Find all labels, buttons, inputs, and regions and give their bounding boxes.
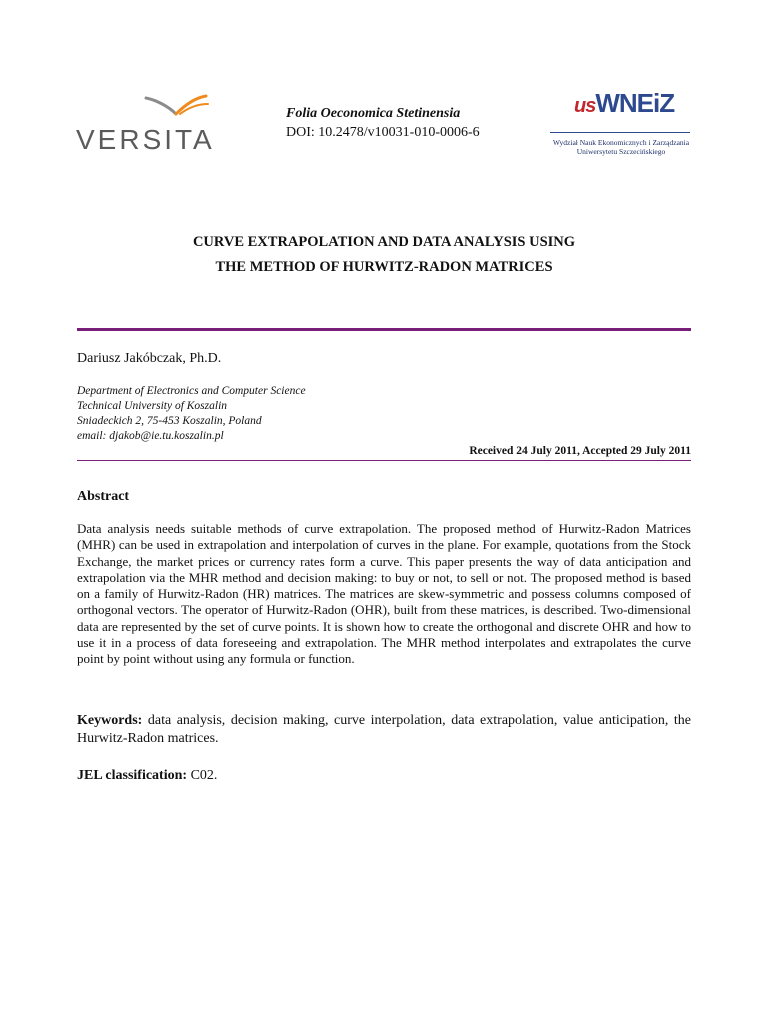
title-divider	[77, 328, 691, 331]
versita-wordmark: VERSITA	[76, 124, 215, 155]
received-dates: Received 24 July 2011, Accepted 29 July 2011	[469, 445, 691, 457]
doi: DOI: 10.2478/v10031-010-0006-6	[286, 125, 480, 140]
abstract-heading: Abstract	[77, 489, 130, 504]
title-line-2: THE METHOD OF HURWITZ-RADON MATRICES	[215, 259, 553, 275]
keywords-text: data analysis, decision making, curve interpolation, data extrapolation, value anticipation, the Hurwitz-Radon matrices.	[77, 713, 692, 746]
affiliation-university: Technical University of Koszalin	[77, 400, 228, 412]
versita-logo	[76, 92, 216, 156]
author-name: Dariusz Jakóbczak, Ph.D.	[77, 351, 222, 366]
abstract-body: Data analysis needs suitable methods of curve extrapolation. The proposed method of Hurwitz-Radon Matrices (MHR) can be used in extrapolation and interpolation of curves in the plane. For example, quotations from the Stock Exchange, the market prices or currency rates form a curve. This paper presents the way of data anticipation and extrapolation via the MHR method and decision making: to buy or not, to sell or not. The proposed method is based on a family of Hurwitz-Radon (HR) matrices. The matrices are skew-symmetric and possess columns composed of orthogonal vectors. The operator of Hurwitz-Radon (OHR), built from these matrices, is described. Two-dimensional data are represented by the set of curve points. It is shown how to create the orthogonal and discrete OHR and how to use it in a process of data foreseeing and extrapolation. The MHR method interpolates and extrapolates the curve point by point without using any formula or function.	[77, 521, 691, 667]
faculty-logo-caption: Wydział Nauk Ekonomicznych i Zarządzania Uniwersytetu Szczecińskiego	[552, 138, 690, 156]
faculty-logo-divider	[550, 132, 690, 133]
bird-swoosh-icon	[76, 92, 216, 126]
keywords	[77, 712, 691, 748]
jel-value: C02.	[190, 768, 218, 783]
affiliation-email: email: djakob@ie.tu.koszalin.pl	[77, 430, 224, 442]
affiliation-address: Sniadeckich 2, 75-453 Koszalin, Poland	[77, 415, 262, 427]
faculty-logo	[546, 88, 696, 168]
received-divider	[77, 460, 691, 461]
keywords-label: Keywords:	[77, 713, 143, 728]
affiliation-department: Department of Electronics and Computer Science	[77, 385, 306, 397]
journal-name: Folia Oeconomica Stetinensia	[286, 106, 461, 121]
jel-label: JEL classification:	[77, 768, 188, 783]
paper-title	[60, 230, 708, 280]
jel-classification	[77, 768, 217, 784]
author-affiliation	[77, 384, 306, 444]
title-line-1: CURVE EXTRAPOLATION AND DATA ANALYSIS USING	[192, 234, 576, 250]
faculty-logo-mark: usWNEiZ	[574, 88, 675, 118]
